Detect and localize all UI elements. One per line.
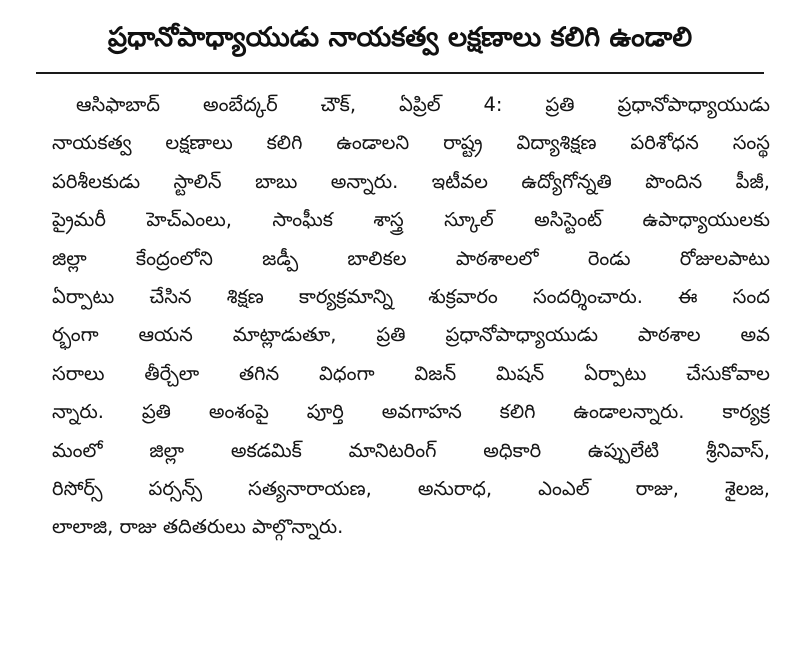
article-line: ప్రైమరీ హెచ్‌ఎంలు, సాంఘీక శాస్త్ర స్కూల్ అసిస్టెంట్ ఉపాధ్యాయులకు [52,208,770,232]
article-body [52,86,770,547]
article-line: పరిశీలకుడు స్టాలిన్ బాబు అన్నారు. ఇటీవల ఉద్యోగోన్నతి పొందిన పీజీ, [52,169,770,193]
article-line: న్నారు. ప్రతి అంశంపై పూర్తి అవగాహన కలిగి ఉండాలన్నారు. కార్యక్ర [52,400,770,424]
headline: ప్రధానోపాధ్యాయుడు నాయకత్వ లక్షణాలు కలిగి ఉండాలి [107,22,693,53]
article-line: లాలాజి, రాజు తదితరులు పాల్గొన్నారు. [52,515,344,539]
article-line: ర్భంగా ఆయన మాట్లాడుతూ, ప్రతి ప్రధానోపాధ్యాయుడు పాఠశాల అవ [52,323,770,347]
headline-divider [36,72,764,74]
article-line: సరాలు తీర్చేలా తగిన విధంగా విజన్ మిషన్ ఏర్పాటు చేసుకోవాల [52,361,770,385]
article-line: రిసోర్స్ పర్సన్స్ సత్యనారాయణ, అనురాధ, ఎంఎల్ రాజు, శైలజ, [52,476,770,500]
article-line: ఏర్పాటు చేసిన శిక్షణ కార్యక్రమాన్ని శుక్రవారం సందర్శించారు. ఈ సంద [52,284,770,308]
article-line: జిల్లా కేంద్రంలోని జడ్పీ బాలికల పాఠశాలలో రెండు రోజులపాటు [52,246,770,270]
article-line: ఆసిఫాబాద్ అంబేద్కర్ చౌక్, ఏప్రిల్ 4: ప్రతి ప్రధానోపాధ్యాయుడు [76,93,770,116]
article-line: మంలో జిల్లా అకడమిక్ మానిటరింగ్ అధికారి ఉప్పులేటి శ్రీనివాస్, [52,438,770,462]
article-line: నాయకత్వ లక్షణాలు కలిగి ఉండాలని రాష్ట్ర విద్యాశిక్షణ పరిశోధన సంస్థ [52,131,770,155]
